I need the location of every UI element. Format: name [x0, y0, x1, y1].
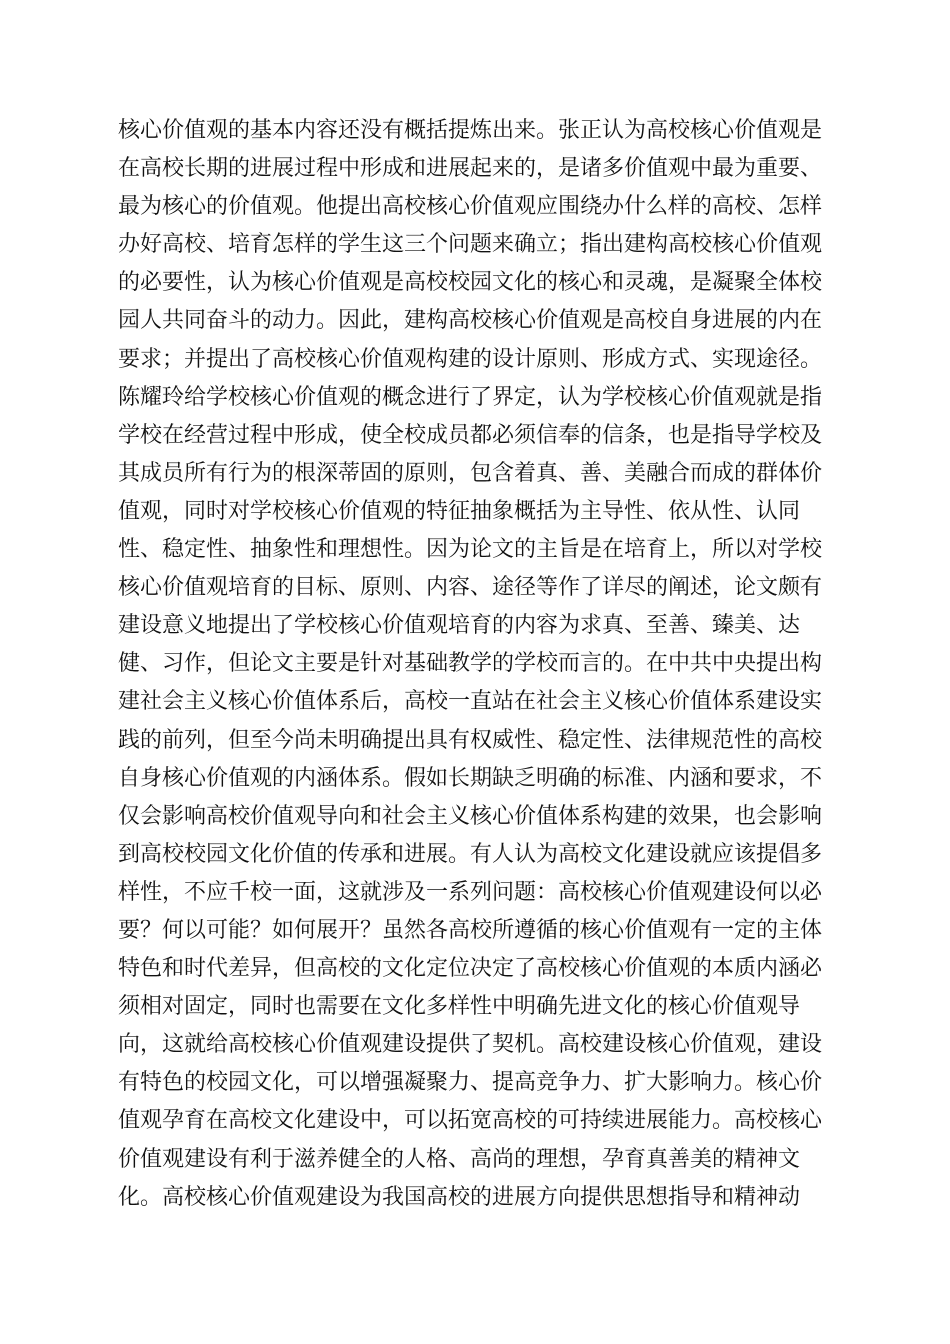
text-line: 陈耀玲给学校核心价值观的概念进行了界定，认为学校核心价值观就是指: [118, 384, 823, 410]
text-line: 建社会主义核心价值体系后，高校一直站在社会主义核心价值体系建设实: [118, 689, 823, 715]
text-line: 的必要性，认为核心价值观是高校校园文化的核心和灵魂，是凝聚全体校: [118, 270, 823, 296]
text-line: 须相对固定，同时也需要在文化多样性中明确先进文化的核心价值观导: [118, 994, 801, 1020]
text-line: 在高校长期的进展过程中形成和进展起来的，是诸多价值观中最为重要、: [118, 156, 823, 182]
text-line: 化。高校核心价值观建设为我国高校的进展方向提供思想指导和精神动: [118, 1184, 801, 1210]
text-line: 性、稳定性、抽象性和理想性。因为论文的主旨是在培育上，所以对学校: [118, 537, 823, 563]
body-text: [118, 112, 838, 1217]
text-line: 有特色的校园文化，可以增强凝聚力、提高竞争力、扩大影响力。核心价: [118, 1070, 823, 1096]
text-line: 园人共同奋斗的动力。因此，建构高校核心价值观是高校自身进展的内在: [118, 308, 823, 334]
text-line: 最为核心的价值观。他提出高校核心价值观应围绕办什么样的高校、怎样: [118, 194, 823, 220]
text-line: 核心价值观的基本内容还没有概括提炼出来。张正认为高校核心价值观是: [118, 118, 823, 143]
text-line: 学校在经营过程中形成，使全校成员都必须信奉的信条，也是指导学校及: [118, 422, 823, 448]
text-line: 办好高校、培育怎样的学生这三个问题来确立；指出建构高校核心价值观: [118, 232, 823, 258]
text-line: 特色和时代差异，但高校的文化定位决定了高校核心价值观的本质内涵必: [118, 956, 823, 982]
text-line: 自身核心价值观的内涵体系。假如长期缺乏明确的标准、内涵和要求，不: [118, 765, 823, 791]
text-line: 要？何以可能？如何展开？虽然各高校所遵循的核心价值观有一定的主体: [118, 917, 823, 943]
text-line: 核心价值观培育的目标、原则、内容、途径等作了详尽的阐述，论文颇有: [118, 575, 823, 601]
text-line: 健、习作，但论文主要是针对基础教学的学校而言的。在中共中央提出构: [118, 651, 823, 677]
text-line: 要求；并提出了高校核心价值观构建的设计原则、形成方式、实现途径。: [118, 346, 823, 372]
text-line: 其成员所有行为的根深蒂固的原则，包含着真、善、美融合而成的群体价: [118, 460, 823, 486]
text-line: 向，这就给高校核心价值观建设提供了契机。高校建设核心价值观，建设: [118, 1032, 823, 1058]
text-line: 值观，同时对学校核心价值观的特征抽象概括为主导性、依从性、认同: [118, 498, 801, 524]
text-line: 值观孕育在高校文化建设中，可以拓宽高校的可持续进展能力。高校核心: [118, 1108, 823, 1134]
text-line: 践的前列，但至今尚未明确提出具有权威性、稳定性、法律规范性的高校: [118, 727, 823, 753]
text-line: 建设意义地提出了学校核心价值观培育的内容为求真、至善、臻美、达: [118, 613, 801, 639]
text-line: 价值观建设有利于滋养健全的人格、高尚的理想，孕育真善美的精神文: [118, 1146, 801, 1172]
text-line: 样性，不应千校一面，这就涉及一系列问题：高校核心价值观建设何以必: [118, 879, 823, 905]
text-line: 仅会影响高校价值观导向和社会主义核心价值体系构建的效果，也会影响: [118, 803, 823, 829]
text-line: 到高校校园文化价值的传承和进展。有人认为高校文化建设就应该提倡多: [118, 841, 823, 867]
